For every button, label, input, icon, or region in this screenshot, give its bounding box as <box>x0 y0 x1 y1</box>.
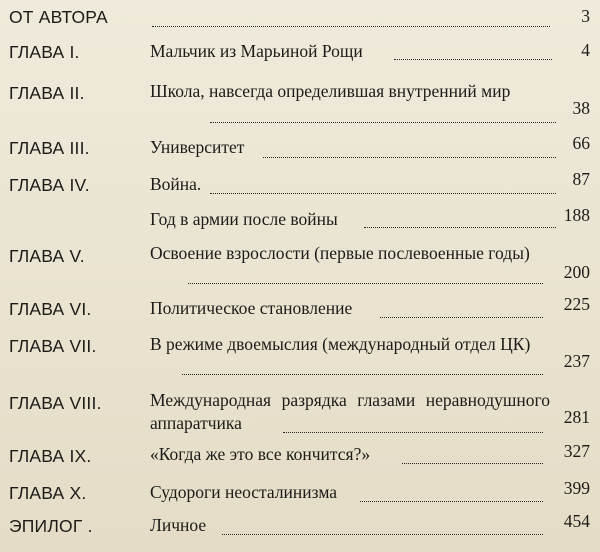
page-number: 399 <box>563 478 590 498</box>
page-number: 188 <box>563 205 590 225</box>
toc-label: ГЛАВА IX. <box>9 446 92 466</box>
toc-label: ГЛАВА VIII. <box>9 393 102 413</box>
toc-title: Международная разрядка глазами неравнодушного аппаратчика <box>150 390 550 433</box>
toc-title: Год в армии после войны <box>150 209 338 229</box>
leader-dots <box>394 58 552 60</box>
page-number: 66 <box>572 133 590 153</box>
toc-label: ГЛАВА I. <box>9 42 80 62</box>
page-number: 281 <box>563 407 590 427</box>
leader-dots <box>364 226 556 228</box>
toc-title: Политическое становление <box>150 298 353 318</box>
leader-dots <box>182 373 543 375</box>
leader-dots <box>283 431 543 433</box>
toc-label: ГЛАВА VI. <box>9 299 92 319</box>
toc-label: ГЛАВА IV. <box>9 175 90 195</box>
toc-label: ГЛАВА III. <box>9 138 90 158</box>
leader-dots <box>360 500 543 502</box>
leader-dots <box>188 282 543 284</box>
leader-dots <box>152 25 550 27</box>
page-number: 225 <box>563 294 590 314</box>
toc-title: «Когда же это все кончится?» <box>150 444 371 464</box>
toc-label: ГЛАВА V. <box>9 246 85 266</box>
leader-dots <box>210 121 556 123</box>
toc-title: Освоение взрослости (первые послевоенные годы) <box>150 243 530 263</box>
toc-title: Мальчик из Марьиной Рощи <box>150 41 363 61</box>
page-number: 454 <box>563 511 590 531</box>
leader-dots <box>222 533 543 535</box>
page-number: 38 <box>572 98 590 118</box>
leader-dots <box>210 192 556 194</box>
leader-dots <box>402 462 543 464</box>
toc-label: ГЛАВА X. <box>9 483 87 503</box>
page-number: 200 <box>563 262 590 282</box>
toc-title: Университет <box>150 137 245 157</box>
toc-label: ГЛАВА II. <box>9 83 85 103</box>
leader-dots <box>263 156 556 158</box>
leader-dots <box>380 316 543 318</box>
page-number: 327 <box>563 441 590 461</box>
toc-label: ЭПИЛОГ . <box>9 516 93 536</box>
toc-title: Школа, навсегда определившая внутренний мир <box>150 81 511 101</box>
toc-label: ГЛАВА VII. <box>9 336 97 356</box>
toc-label: ОТ АВТОРА <box>9 7 108 27</box>
toc-title: В режиме двоемыслия (международный отдел ЦК) <box>150 334 531 354</box>
toc-title: Судороги неосталинизма <box>150 482 338 502</box>
toc-title: Война. <box>150 174 202 194</box>
page-number: 3 <box>581 6 590 26</box>
page-number: 237 <box>563 351 590 371</box>
toc-title: Личное <box>150 515 207 535</box>
page-number: 4 <box>581 40 590 60</box>
page-number: 87 <box>572 169 590 189</box>
